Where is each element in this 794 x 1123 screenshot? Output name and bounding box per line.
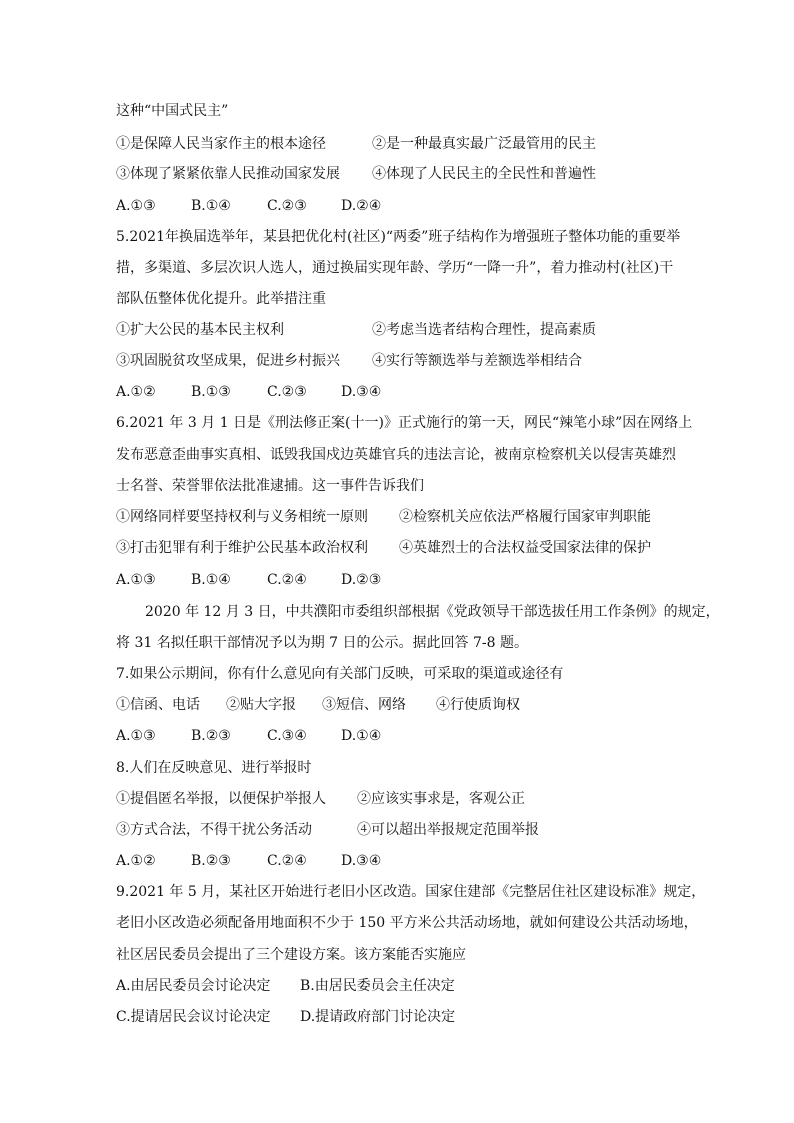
q5-stem-line-2: 措，多渠道、多层次识人选人，通过换届实现年龄、学历“一降一升”，着力推动村(社区)干 (116, 260, 674, 276)
q7-option-1: ①信函、电话 (116, 697, 200, 713)
q6-stem-line-1: 6.2021 年 3 月 1 日是《刑法修正案(十一)》正式施行的第一天，网民“辣笔小球”因在网络上 (116, 415, 693, 431)
q5-option-2: ②考虑当选者结构合理性，提高素质 (372, 322, 596, 338)
q9-stem-line-3: 社区居民委员会提出了三个建设方案。该方案能否实施应 (116, 947, 466, 963)
q8-option-4: ④可以超出举报规定范围举报 (357, 822, 539, 838)
q4-option-2: ②是一种最真实最广泛最管用的民主 (372, 136, 596, 152)
q9-option-b: B.由居民委员会主任决定 (300, 978, 455, 994)
q8-answer-b: B.②③ (191, 853, 231, 869)
q6-option-4: ④英雄烈士的合法权益受国家法律的保护 (399, 540, 651, 556)
q6-option-1: ①网络同样要坚持权利与义务相统一原则 (116, 509, 368, 525)
q7-option-2: ②贴大字报 (226, 697, 296, 713)
q8-answer-c: C.②④ (267, 853, 307, 869)
q9-stem-line-1: 9.2021 年 5 月，某社区开始进行老旧小区改造。国家住建部《完整居住社区建设标准》规定， (116, 884, 706, 900)
q6-stem-line-2: 发布恶意歪曲事实真相、诋毁我国戍边英雄官兵的违法言论，被南京检察机关以侵害英雄烈 (116, 447, 676, 463)
q8-option-1: ①提倡匿名举报，以便保护举报人 (116, 791, 326, 807)
q7-answer-b: B.②③ (191, 728, 231, 744)
q8-answer-d: D.③④ (341, 853, 382, 869)
q6-option-2: ②检察机关应依法严格履行国家审判职能 (399, 509, 651, 525)
q6-answer-b: B.①④ (191, 572, 231, 588)
q5-option-4: ④实行等额选举与差额选举相结合 (372, 353, 582, 369)
q9-option-a: A.由居民委员会讨论决定 (116, 978, 271, 994)
q9-stem-line-2: 老旧小区改造必须配备用地面积不少于 150 平方米公共活动场地，就如何建设公共活动场地， (116, 915, 698, 931)
q5-answer-a: A.①② (116, 384, 156, 400)
q4-stem: 这种“中国式民主” (116, 103, 229, 119)
q6-answer-d: D.②③ (341, 572, 382, 588)
q6-answer-c: C.②④ (267, 572, 307, 588)
q9-option-d: D.提请政府部门讨论决定 (300, 1009, 456, 1025)
q6-answer-a: A.①③ (116, 572, 156, 588)
q7-answer-c: C.③④ (267, 728, 307, 744)
q6-stem-line-3: 士名誉、荣誉罪依法批准逮捕。这一事件告诉我们 (116, 478, 424, 494)
q5-stem-line-3: 部队伍整体优化提升。此举措注重 (116, 291, 326, 307)
q4-option-3: ③体现了紧紧依靠人民推动国家发展 (116, 166, 340, 182)
q5-answer-c: C.②③ (267, 384, 307, 400)
q8-stem: 8.人们在反映意见、进行举报时 (116, 760, 312, 776)
q8-answer-a: A.①② (116, 853, 156, 869)
q4-answer-b: B.①④ (191, 198, 231, 214)
q9-option-c: C.提请居民会议讨论决定 (116, 1009, 271, 1025)
q7-answer-d: D.①④ (341, 728, 382, 744)
q7-option-4: ④行使质询权 (436, 697, 520, 713)
q4-answer-a: A.①③ (116, 198, 156, 214)
q7-option-3: ③短信、网络 (322, 697, 406, 713)
q4-option-1: ①是保障人民当家作主的根本途径 (116, 136, 326, 152)
q5-stem-line-1: 5.2021年换届选举年，某县把优化村(社区)“两委”班子结构作为增强班子整体功能的重要举 (116, 229, 681, 245)
q7-stem: 7.如果公示期间，你有什么意见向有关部门反映，可采取的渠道或途径有 (116, 666, 564, 682)
material-line-2: 将 31 名拟任职干部情况予以为期 7 日的公示。据此回答 7-8 题。 (116, 635, 528, 651)
q5-answer-b: B.①③ (191, 384, 231, 400)
q5-option-3: ③巩固脱贫攻坚成果，促进乡村振兴 (116, 353, 340, 369)
q8-option-3: ③方式合法，不得干扰公务活动 (116, 822, 312, 838)
q8-option-2: ②应该实事求是，客观公正 (357, 791, 525, 807)
material-line-1: 2020 年 12 月 3 日，中共濮阳市委组织部根据《党政领导干部选拔任用工作条例》的规定， (145, 604, 720, 620)
q5-option-1: ①扩大公民的基本民主权利 (116, 322, 284, 338)
q4-answer-c: C.②③ (267, 198, 307, 214)
q4-option-4: ④体现了人民民主的全民性和普遍性 (372, 166, 596, 182)
q6-option-3: ③打击犯罪有利于维护公民基本政治权利 (116, 540, 368, 556)
q4-answer-d: D.②④ (341, 198, 382, 214)
q7-answer-a: A.①③ (116, 728, 156, 744)
q5-answer-d: D.③④ (341, 384, 382, 400)
